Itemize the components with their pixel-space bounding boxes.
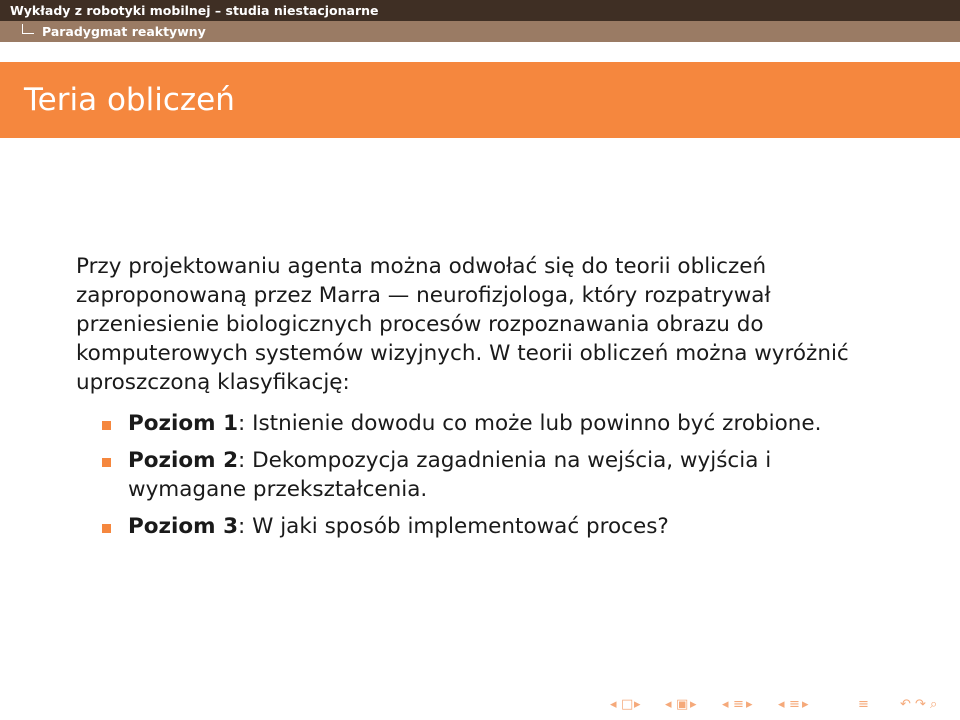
beamer-header: [0, 0, 960, 42]
nav-prev-subsection-icon[interactable]: ◂: [722, 697, 729, 712]
level-label: Poziom 2: [128, 448, 239, 473]
nav-frame-icon[interactable]: ▣: [676, 697, 689, 712]
square-bullet-icon: [102, 524, 111, 533]
nav-slide-icon[interactable]: □: [621, 697, 634, 712]
level-list: [76, 409, 896, 541]
level-label: Poziom 1: [128, 411, 239, 436]
nav-next-subsection-icon[interactable]: ▸: [746, 697, 753, 712]
nav-back-icon[interactable]: ↶: [900, 697, 911, 712]
nav-prev-frame-icon[interactable]: ◂: [665, 697, 672, 712]
level-label: Poziom 3: [128, 514, 239, 539]
nav-next-section-icon[interactable]: ▸: [802, 697, 809, 712]
nav-forward-icon[interactable]: ↷: [915, 697, 926, 712]
beamer-navigation-symbols: [610, 696, 955, 714]
nav-prev-section-icon[interactable]: ◂: [778, 697, 785, 712]
frame-title-bar: [0, 62, 960, 138]
header-section-bar: [0, 21, 960, 42]
nav-document-icon[interactable]: ≡: [858, 697, 869, 712]
nav-next-frame-icon[interactable]: ▸: [690, 697, 697, 712]
intro-paragraph: Przy projektowaniu agenta można odwołać się do teorii obliczeń zaproponowaną przez Marra — neurofizjologa, który rozpatrywał przeniesienie biologicznych procesów rozpoznawania obrazu do komputerowych systemów wizyjnych. W teorii obliczeń można wyróżnić uproszczoną klasyfikację:: [76, 254, 849, 395]
subsection-corner-icon: [22, 24, 34, 34]
level-text: : Dekompozycja zagadnienia na wejścia, wyjścia i wymagane przekształcenia.: [128, 448, 772, 502]
square-bullet-icon: [102, 421, 111, 430]
square-bullet-icon: [102, 458, 111, 467]
nav-prev-slide-icon[interactable]: ◂: [610, 697, 617, 712]
lecture-title[interactable]: Wykłady z robotyki mobilnej – studia niestacjonarne: [10, 3, 379, 18]
header-lecture-bar: [0, 0, 960, 21]
nav-search-icon[interactable]: ⌕: [930, 697, 938, 712]
list-item: [76, 446, 896, 504]
slide-content: [76, 252, 896, 549]
list-item: [76, 512, 896, 541]
nav-next-slide-icon[interactable]: ▸: [634, 697, 641, 712]
level-text: : Istnienie dowodu co może lub powinno być zrobione.: [238, 411, 822, 436]
slide-title: Teria obliczeń: [24, 82, 235, 118]
list-item: [76, 409, 896, 438]
level-text: : W jaki sposób implementować proces?: [238, 514, 669, 539]
section-title[interactable]: Paradygmat reaktywny: [42, 24, 206, 39]
nav-section-icon[interactable]: ≡: [789, 697, 800, 712]
nav-subsection-icon[interactable]: ≡: [733, 697, 744, 712]
